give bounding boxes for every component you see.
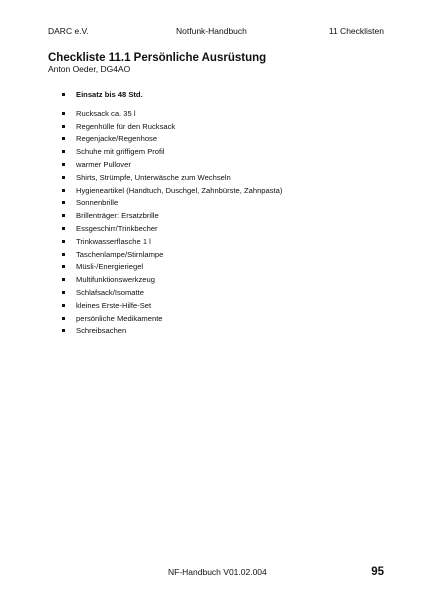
page-header: [48, 24, 384, 38]
header-document-title: Notfunk-Handbuch: [176, 26, 247, 36]
bullet-icon: [62, 227, 65, 230]
list-item: [62, 325, 282, 338]
bullet-icon: [62, 163, 65, 166]
bullet-icon: [62, 176, 65, 179]
list-item: [62, 133, 282, 146]
list-item-text: Rucksack ca. 35 l: [76, 108, 136, 118]
list-item: [62, 197, 282, 210]
list-item: [62, 89, 282, 102]
list-item: [62, 159, 282, 172]
list-item-text: Multifunktionswerkzeug: [76, 275, 155, 285]
list-item-text: kleines Erste-Hilfe-Set: [76, 300, 152, 310]
list-item: [62, 210, 282, 223]
list-item: [62, 121, 282, 134]
bullet-icon: [62, 189, 65, 192]
bullet-icon: [62, 112, 65, 115]
bullet-icon: [62, 304, 65, 307]
list-item: [62, 236, 282, 249]
list-item: [62, 300, 282, 313]
list-item-text: Hygieneartikel (Handtuch, Duschgel, Zahnbürste, Zahnpasta): [76, 185, 283, 195]
list-item-text: Regenhülle für den Rucksack: [76, 121, 176, 131]
list-item: [62, 146, 282, 159]
list-item-text: Shirts, Strümpfe, Unterwäsche zum Wechseln: [76, 172, 231, 182]
list-item: [62, 185, 282, 198]
page-footer: [48, 565, 384, 579]
bullet-icon: [62, 291, 65, 294]
bullet-icon: [62, 214, 65, 217]
page-number: 95: [371, 566, 384, 578]
list-item: [62, 274, 282, 287]
list-item: [62, 261, 282, 274]
list-item-text: Taschenlampe/Stirnlampe: [76, 249, 164, 259]
bullet-icon: [62, 265, 65, 268]
list-item-text: Trinkwasserflasche 1 l: [76, 236, 151, 246]
checklist-title: Checkliste 11.1 Persönliche Ausrüstung: [48, 52, 267, 64]
list-item: [62, 313, 282, 326]
list-item-text: Schuhe mit griffigem Profil: [76, 147, 165, 157]
list-item-text: Essgeschirr/Trinkbecher: [76, 223, 158, 233]
list-item: [62, 108, 282, 121]
footer-version: NF-Handbuch V01.02.004: [168, 567, 267, 577]
bullet-icon: [62, 137, 65, 140]
list-item: [62, 223, 282, 236]
checklist-author: Anton Oeder, DG4AO: [48, 64, 131, 74]
list-item: [62, 249, 282, 262]
list-item-text: Sonnenbrille: [76, 198, 119, 208]
list-item-text: persönliche Medikamente: [76, 313, 163, 323]
bullet-icon: [62, 240, 65, 243]
list-item-text: Müsli-/Energieriegel: [76, 262, 144, 272]
list-item-text: Brillenträger: Ersatzbrille: [76, 211, 159, 221]
bullet-icon: [62, 93, 65, 96]
checklist: [62, 89, 282, 338]
list-item-text: Einsatz bis 48 Std.: [76, 90, 143, 99]
bullet-icon: [62, 278, 65, 281]
list-item-text: warmer Pullover: [76, 159, 131, 169]
list-item-text: Schreibsachen: [76, 326, 127, 336]
list-item: [62, 287, 282, 300]
bullet-icon: [62, 317, 65, 320]
list-item: [62, 172, 282, 185]
list-item-text: Regenjacke/Regenhose: [76, 134, 158, 144]
bullet-icon: [62, 329, 65, 332]
bullet-icon: [62, 253, 65, 256]
header-chapter: 11 Checklisten: [328, 26, 384, 36]
bullet-icon: [62, 125, 65, 128]
list-item-text: Schlafsack/Isomatte: [76, 287, 144, 297]
bullet-icon: [62, 150, 65, 153]
bullet-icon: [62, 201, 65, 204]
header-organization: DARC e.V.: [48, 26, 89, 36]
